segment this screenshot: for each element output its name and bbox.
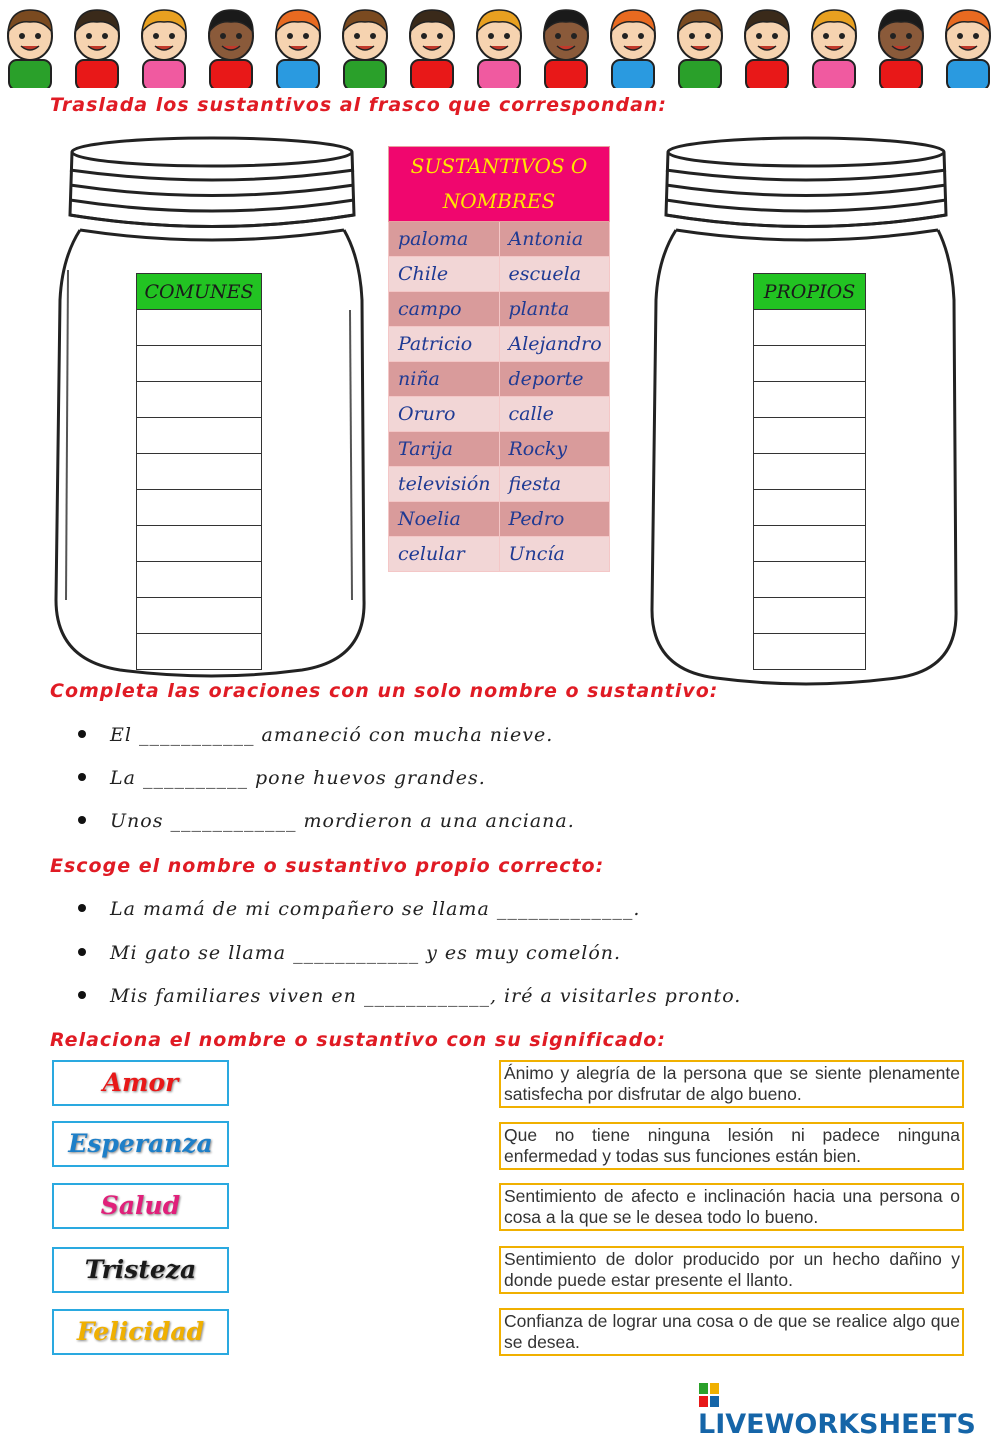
word-table-header — [389, 147, 610, 222]
drop-slot[interactable] — [136, 489, 262, 526]
drop-slot[interactable] — [753, 597, 866, 634]
definition-box[interactable]: Confianza de lograr una cosa o de que se realice algo que se desea. — [499, 1308, 964, 1356]
jar-label-comunes: COMUNES — [136, 273, 262, 310]
liveworksheets-logo-icon — [698, 1382, 720, 1408]
kid-figure — [665, 2, 735, 88]
drop-slot[interactable] — [136, 345, 262, 382]
sentence-text[interactable]: Mis familiares viven en ____________, iré a visitarles pronto. — [110, 985, 742, 1007]
sentence-text[interactable]: La __________ pone huevos grandes. — [110, 767, 486, 789]
drop-slot[interactable] — [753, 525, 866, 562]
sentence-text[interactable]: Unos ____________ mordieron a una anciana. — [110, 810, 575, 832]
draggable-word[interactable]: Oruro — [389, 397, 500, 432]
kid-figure — [0, 2, 65, 88]
name-box-amor[interactable]: Amor — [52, 1060, 229, 1106]
drop-slot[interactable] — [753, 309, 866, 346]
draggable-word[interactable]: Alejandro — [499, 327, 610, 362]
drop-slot[interactable] — [753, 417, 866, 454]
kid-figure — [933, 2, 1000, 88]
kid-figure — [464, 2, 534, 88]
bullet-icon — [78, 773, 86, 781]
drop-slot[interactable] — [136, 309, 262, 346]
word-table-row — [389, 362, 610, 397]
drop-slot[interactable] — [753, 561, 866, 598]
word-table-header-line1: SUSTANTIVOS O — [410, 154, 588, 178]
word-table-row — [389, 292, 610, 327]
definition-box[interactable]: Que no tiene ninguna lesión ni padece ninguna enfermedad y todas sus funciones están bien. — [499, 1122, 964, 1170]
word-table-header-line2: NOMBRES — [442, 189, 556, 213]
sentence-item — [78, 985, 741, 1007]
kid-figure — [866, 2, 936, 88]
draggable-word[interactable]: calle — [499, 397, 610, 432]
word-table-row — [389, 467, 610, 502]
draggable-word[interactable]: niña — [389, 362, 500, 397]
kid-figure — [531, 2, 601, 88]
bullet-icon — [78, 991, 86, 999]
jar-label-propios: PROPIOS — [753, 273, 866, 310]
kid-figure — [62, 2, 132, 88]
kid-figure — [129, 2, 199, 88]
draggable-word[interactable]: Tarija — [389, 432, 500, 467]
draggable-word[interactable]: paloma — [389, 222, 500, 257]
instruction-relate: Relaciona el nombre o sustantivo con su significado: — [50, 1029, 666, 1051]
drop-slot[interactable] — [753, 489, 866, 526]
bullet-icon — [78, 730, 86, 738]
draggable-word[interactable]: Noelia — [389, 502, 500, 537]
drop-slot[interactable] — [136, 633, 262, 670]
bullet-icon — [78, 816, 86, 824]
sentence-text[interactable]: El ___________ amaneció con mucha nieve. — [110, 724, 554, 746]
draggable-word[interactable]: deporte — [499, 362, 610, 397]
word-table-row — [389, 432, 610, 467]
kid-figure — [196, 2, 266, 88]
word-table-row — [389, 397, 610, 432]
liveworksheets-logo-text: LIVEWORKSHEETS — [698, 1409, 976, 1440]
instruction-complete: Completa las oraciones con un solo nombre o sustantivo: — [50, 680, 719, 702]
sentence-item — [78, 810, 575, 832]
word-table-row — [389, 537, 610, 572]
kid-figure — [799, 2, 869, 88]
kid-figure — [330, 2, 400, 88]
draggable-word[interactable]: Antonia — [499, 222, 610, 257]
instruction-jars: Traslada los sustantivos al frasco que correspondan: — [50, 94, 668, 116]
word-table-row — [389, 502, 610, 537]
drop-slot[interactable] — [753, 453, 866, 490]
word-table-row — [389, 222, 610, 257]
drop-slot[interactable] — [753, 345, 866, 382]
draggable-word[interactable]: Patricio — [389, 327, 500, 362]
drop-slot[interactable] — [136, 453, 262, 490]
definition-box[interactable]: Ánimo y alegría de la persona que se siente plenamente satisfecha por disfrutar de algo bueno. — [499, 1060, 964, 1108]
draggable-word[interactable]: televisión — [389, 467, 500, 502]
word-table-row — [389, 257, 610, 292]
bullet-icon — [78, 948, 86, 956]
name-box-felicidad[interactable]: Felicidad — [52, 1309, 229, 1355]
draggable-word[interactable]: planta — [499, 292, 610, 327]
definition-box[interactable]: Sentimiento de dolor producido por un hecho dañino y donde puede estar presente el llanto. — [499, 1246, 964, 1294]
name-box-salud[interactable]: Salud — [52, 1183, 229, 1229]
drop-slot[interactable] — [753, 381, 866, 418]
draggable-word[interactable]: fiesta — [499, 467, 610, 502]
sentence-text[interactable]: La mamá de mi compañero se llama _____________. — [110, 898, 641, 920]
kid-figure — [732, 2, 802, 88]
kid-figure — [598, 2, 668, 88]
kid-figure — [263, 2, 333, 88]
sentence-item — [78, 767, 486, 789]
bullet-icon — [78, 904, 86, 912]
draggable-word[interactable]: Pedro — [499, 502, 610, 537]
draggable-word[interactable]: escuela — [499, 257, 610, 292]
liveworksheets-logo — [698, 1378, 1000, 1440]
sentence-item — [78, 898, 640, 920]
drop-slot[interactable] — [136, 381, 262, 418]
draggable-word[interactable]: campo — [389, 292, 500, 327]
name-box-tristeza[interactable]: Tristeza — [52, 1247, 229, 1293]
draggable-word[interactable]: Chile — [389, 257, 500, 292]
name-box-esperanza[interactable]: Esperanza — [52, 1121, 229, 1167]
drop-slot[interactable] — [136, 525, 262, 562]
instruction-proper: Escoge el nombre o sustantivo propio correcto: — [50, 855, 605, 877]
drop-slot[interactable] — [136, 597, 262, 634]
drop-slot[interactable] — [753, 633, 866, 670]
word-table-row — [389, 327, 610, 362]
sentence-item — [78, 724, 553, 746]
drop-slot[interactable] — [136, 561, 262, 598]
kids-banner — [0, 0, 1000, 92]
word-table — [388, 146, 610, 572]
sentence-text[interactable]: Mi gato se llama ____________ y es muy comelón. — [110, 942, 622, 964]
draggable-word[interactable]: Rocky — [499, 432, 610, 467]
kid-figure — [397, 2, 467, 88]
definition-box[interactable]: Sentimiento de afecto e inclinación hacia una persona o cosa a la que se le desea todo lo bueno. — [499, 1183, 964, 1231]
draggable-word[interactable]: Uncía — [499, 537, 610, 572]
drop-slot[interactable] — [136, 417, 262, 454]
draggable-word[interactable]: celular — [389, 537, 500, 572]
sentence-item — [78, 942, 621, 964]
